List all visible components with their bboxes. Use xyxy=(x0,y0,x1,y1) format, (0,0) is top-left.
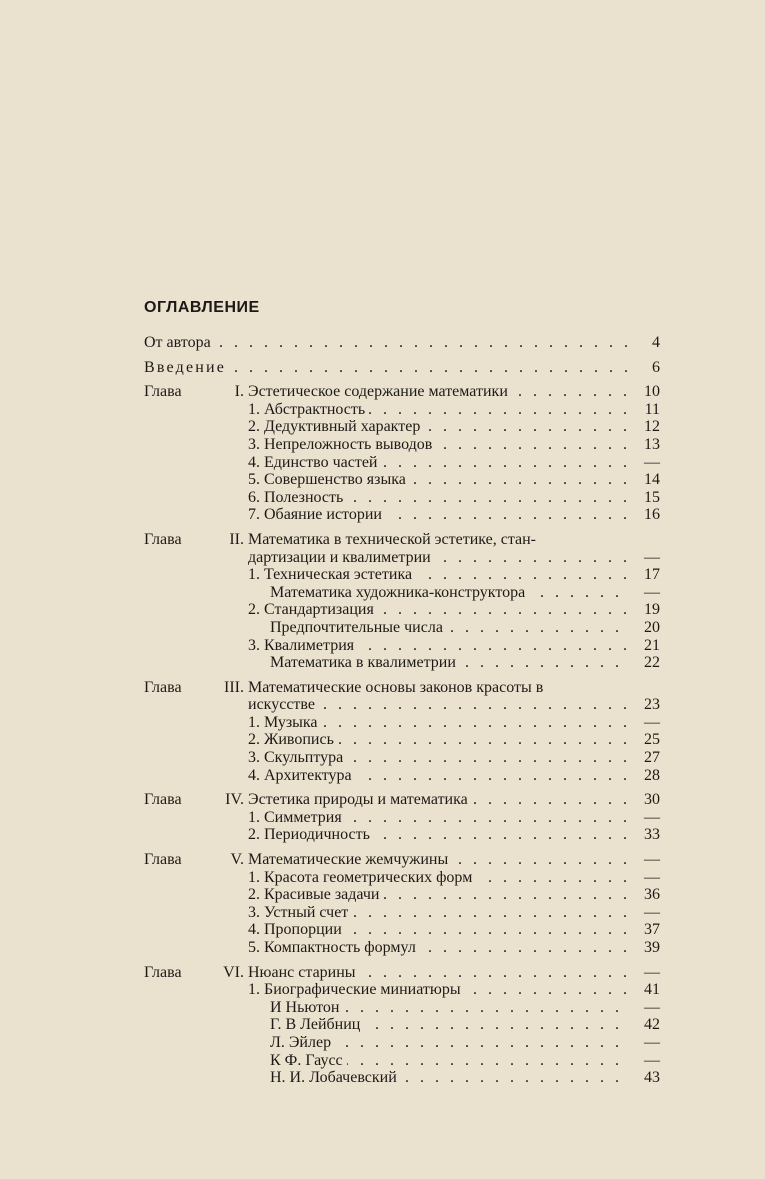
toc-entry xyxy=(144,999,660,1017)
toc-entry xyxy=(144,359,660,377)
toc-entry xyxy=(144,601,660,619)
toc-page-number: 37 xyxy=(644,921,660,939)
chapter-number: IV. xyxy=(225,791,244,809)
toc-entry-title: 1. Музыка xyxy=(248,714,322,731)
toc-entry-title: Математика в технической эстетике, стан- xyxy=(248,531,540,548)
toc-page-number: — xyxy=(644,808,660,826)
toc-entry-title: Математика художника-конструктора xyxy=(270,584,529,601)
toc-page-number: 30 xyxy=(644,791,660,809)
toc-entry xyxy=(144,584,660,602)
toc-entry xyxy=(144,696,660,714)
toc-entry-title: Эстетическое содержание математики xyxy=(248,383,512,400)
toc-entry-title: 1. Симметрия xyxy=(248,809,346,826)
toc-page-number: — xyxy=(644,713,660,731)
toc-entry xyxy=(144,981,660,999)
toc-page-number: 42 xyxy=(644,1016,660,1034)
toc-page-number: 11 xyxy=(644,400,660,418)
toc-entry-title: 5. Компактность формул xyxy=(248,939,420,956)
toc-entry-title: Г. В Лейбниц xyxy=(270,1016,364,1033)
toc-entry-title: 4. Единство частей xyxy=(248,454,381,471)
chapter-label: Глава xyxy=(144,963,182,981)
toc-page-number: 33 xyxy=(644,826,660,844)
toc-page-number: 41 xyxy=(644,981,660,999)
toc-page-number: 22 xyxy=(644,654,660,672)
toc-page-number: — xyxy=(644,1051,660,1069)
toc-entry-title: К Ф. Гаусс xyxy=(270,1052,347,1069)
toc-page-number: 10 xyxy=(644,383,660,401)
toc-entry xyxy=(144,851,660,869)
toc-entry xyxy=(144,506,660,524)
toc-entry-title: Л. Эйлер xyxy=(270,1034,335,1051)
toc-entry-title: 5. Совершенство языка xyxy=(248,471,410,488)
chapter-label: Глава xyxy=(144,383,182,401)
toc-entry xyxy=(144,334,660,352)
toc-entry-title: Математические жемчужины xyxy=(248,851,452,868)
toc-page-number: 4 xyxy=(652,334,660,351)
toc-page-number: 13 xyxy=(644,435,660,453)
toc-entry xyxy=(144,791,660,809)
toc-entry xyxy=(144,904,660,922)
toc-entry-title: Эстетика природы и математика xyxy=(248,791,472,808)
toc-entry-title: 4. Архитектура xyxy=(248,767,356,784)
toc-page-number: 25 xyxy=(644,731,660,749)
toc-page-number: — xyxy=(644,583,660,601)
toc-entry xyxy=(144,436,660,454)
toc-page-number: — xyxy=(644,851,660,869)
toc-entry xyxy=(144,826,660,844)
toc-page-number: 20 xyxy=(644,618,660,636)
toc-entry-title: 1. Красота геометрических форм xyxy=(248,869,476,886)
toc-entry-title: Н. И. Лобачевский xyxy=(270,1069,401,1086)
toc-entry-title: 6. Полезность xyxy=(248,489,347,506)
section-gap xyxy=(144,844,660,851)
toc-entry xyxy=(144,714,660,732)
toc-entry-title: 3. Квалиметрия xyxy=(248,637,358,654)
toc-entry-title: От автора xyxy=(144,334,215,351)
toc-entry-title: 3. Устный счет xyxy=(248,904,352,921)
toc-page-number: 12 xyxy=(644,418,660,436)
toc-entry xyxy=(144,619,660,637)
toc-page-number: 15 xyxy=(644,488,660,506)
toc-entry-title: 7. Обаяние истории xyxy=(248,506,386,523)
toc-entry xyxy=(144,489,660,507)
toc-entry xyxy=(144,767,660,785)
toc-entry-title: 3. Скульптура xyxy=(248,749,347,766)
chapter-label: Глава xyxy=(144,791,182,809)
toc-page-number: — xyxy=(644,998,660,1016)
toc-entry xyxy=(144,418,660,436)
toc-entry-title: 2. Красивые задачи xyxy=(248,886,383,903)
toc-entry-title: 2. Периодичность xyxy=(248,826,374,843)
toc-entry-title: 1. Биографические миниатюры xyxy=(248,981,465,998)
toc-entry-title: 4. Пропорции xyxy=(248,921,346,938)
table-of-contents xyxy=(144,334,660,1087)
chapter-label: Глава xyxy=(144,851,182,869)
toc-page-number: — xyxy=(644,963,660,981)
toc-entry xyxy=(144,531,660,549)
toc-entry-title: 1. Техническая эстетика xyxy=(248,566,416,583)
toc-page-number: 39 xyxy=(644,939,660,956)
toc-page-number: — xyxy=(644,1033,660,1051)
toc-entry xyxy=(144,654,660,672)
toc-entry-title: Нюанс старины xyxy=(248,964,360,981)
toc-entry xyxy=(144,454,660,472)
toc-page-number: 14 xyxy=(644,471,660,489)
toc-page-number: 19 xyxy=(644,601,660,619)
toc-page-number: 17 xyxy=(644,566,660,584)
toc-entry xyxy=(144,964,660,982)
chapter-label: Глава xyxy=(144,678,182,696)
toc-entry-title: 2. Стандартизация xyxy=(248,601,378,618)
toc-entry-title: 3. Непреложность выводов xyxy=(248,436,436,453)
toc-page-number: — xyxy=(644,548,660,566)
section-gap xyxy=(144,784,660,791)
toc-entry-title: Предпочтительные числа xyxy=(270,619,447,636)
toc-page-number: — xyxy=(644,453,660,471)
toc-entry xyxy=(144,886,660,904)
toc-entry xyxy=(144,939,660,957)
toc-entry-title: 2. Живопись xyxy=(248,731,338,748)
toc-entry-title: Введение xyxy=(144,359,230,376)
toc-page-number: 6 xyxy=(652,358,660,376)
toc-entry xyxy=(144,869,660,887)
toc-entry xyxy=(144,679,660,697)
toc-entry xyxy=(144,1016,660,1034)
toc-entry xyxy=(144,1069,660,1087)
toc-entry xyxy=(144,749,660,767)
toc-entry xyxy=(144,566,660,584)
toc-page-number: 21 xyxy=(644,636,660,654)
toc-page-number: — xyxy=(644,903,660,921)
toc-entry-title: дартизации и квалиметрии xyxy=(248,549,435,566)
chapter-number: II. xyxy=(229,530,244,548)
chapter-number: VI. xyxy=(223,963,244,981)
section-gap xyxy=(144,672,660,679)
toc-entry-title: Математика в квалиметрии xyxy=(270,654,460,671)
toc-entry-title: 2. Дедуктивный характер xyxy=(248,418,424,435)
toc-page-number: 23 xyxy=(644,696,660,714)
chapter-number: I. xyxy=(234,383,244,401)
section-gap xyxy=(144,524,660,531)
toc-entry xyxy=(144,921,660,939)
toc-entry-title: И Ньютон xyxy=(270,999,344,1016)
toc-entry xyxy=(144,549,660,567)
toc-page-number: 28 xyxy=(644,766,660,784)
toc-page-number: 43 xyxy=(644,1069,660,1087)
chapter-number: III. xyxy=(224,678,244,696)
toc-entry xyxy=(144,809,660,827)
chapter-label: Глава xyxy=(144,530,182,548)
toc-page-number: 36 xyxy=(644,886,660,904)
section-gap xyxy=(144,376,660,383)
toc-entry xyxy=(144,401,660,419)
toc-title: ОГЛАВЛЕНИЕ xyxy=(144,299,260,316)
toc-entry xyxy=(144,637,660,655)
toc-entry xyxy=(144,731,660,749)
toc-entry-title: 1. Абстрактность xyxy=(248,401,369,418)
toc-entry xyxy=(144,383,660,401)
toc-entry xyxy=(144,1052,660,1070)
toc-entry-title: искусстве xyxy=(248,696,319,713)
toc-page-number: 27 xyxy=(644,749,660,767)
section-gap xyxy=(144,352,660,359)
toc-entry xyxy=(144,1034,660,1052)
toc-page-number: 16 xyxy=(644,506,660,524)
toc-page-number: — xyxy=(644,868,660,886)
toc-entry-title: Математические основы законов красоты в xyxy=(248,679,547,696)
section-gap xyxy=(144,957,660,964)
toc-entry xyxy=(144,471,660,489)
chapter-number: V. xyxy=(230,851,244,869)
